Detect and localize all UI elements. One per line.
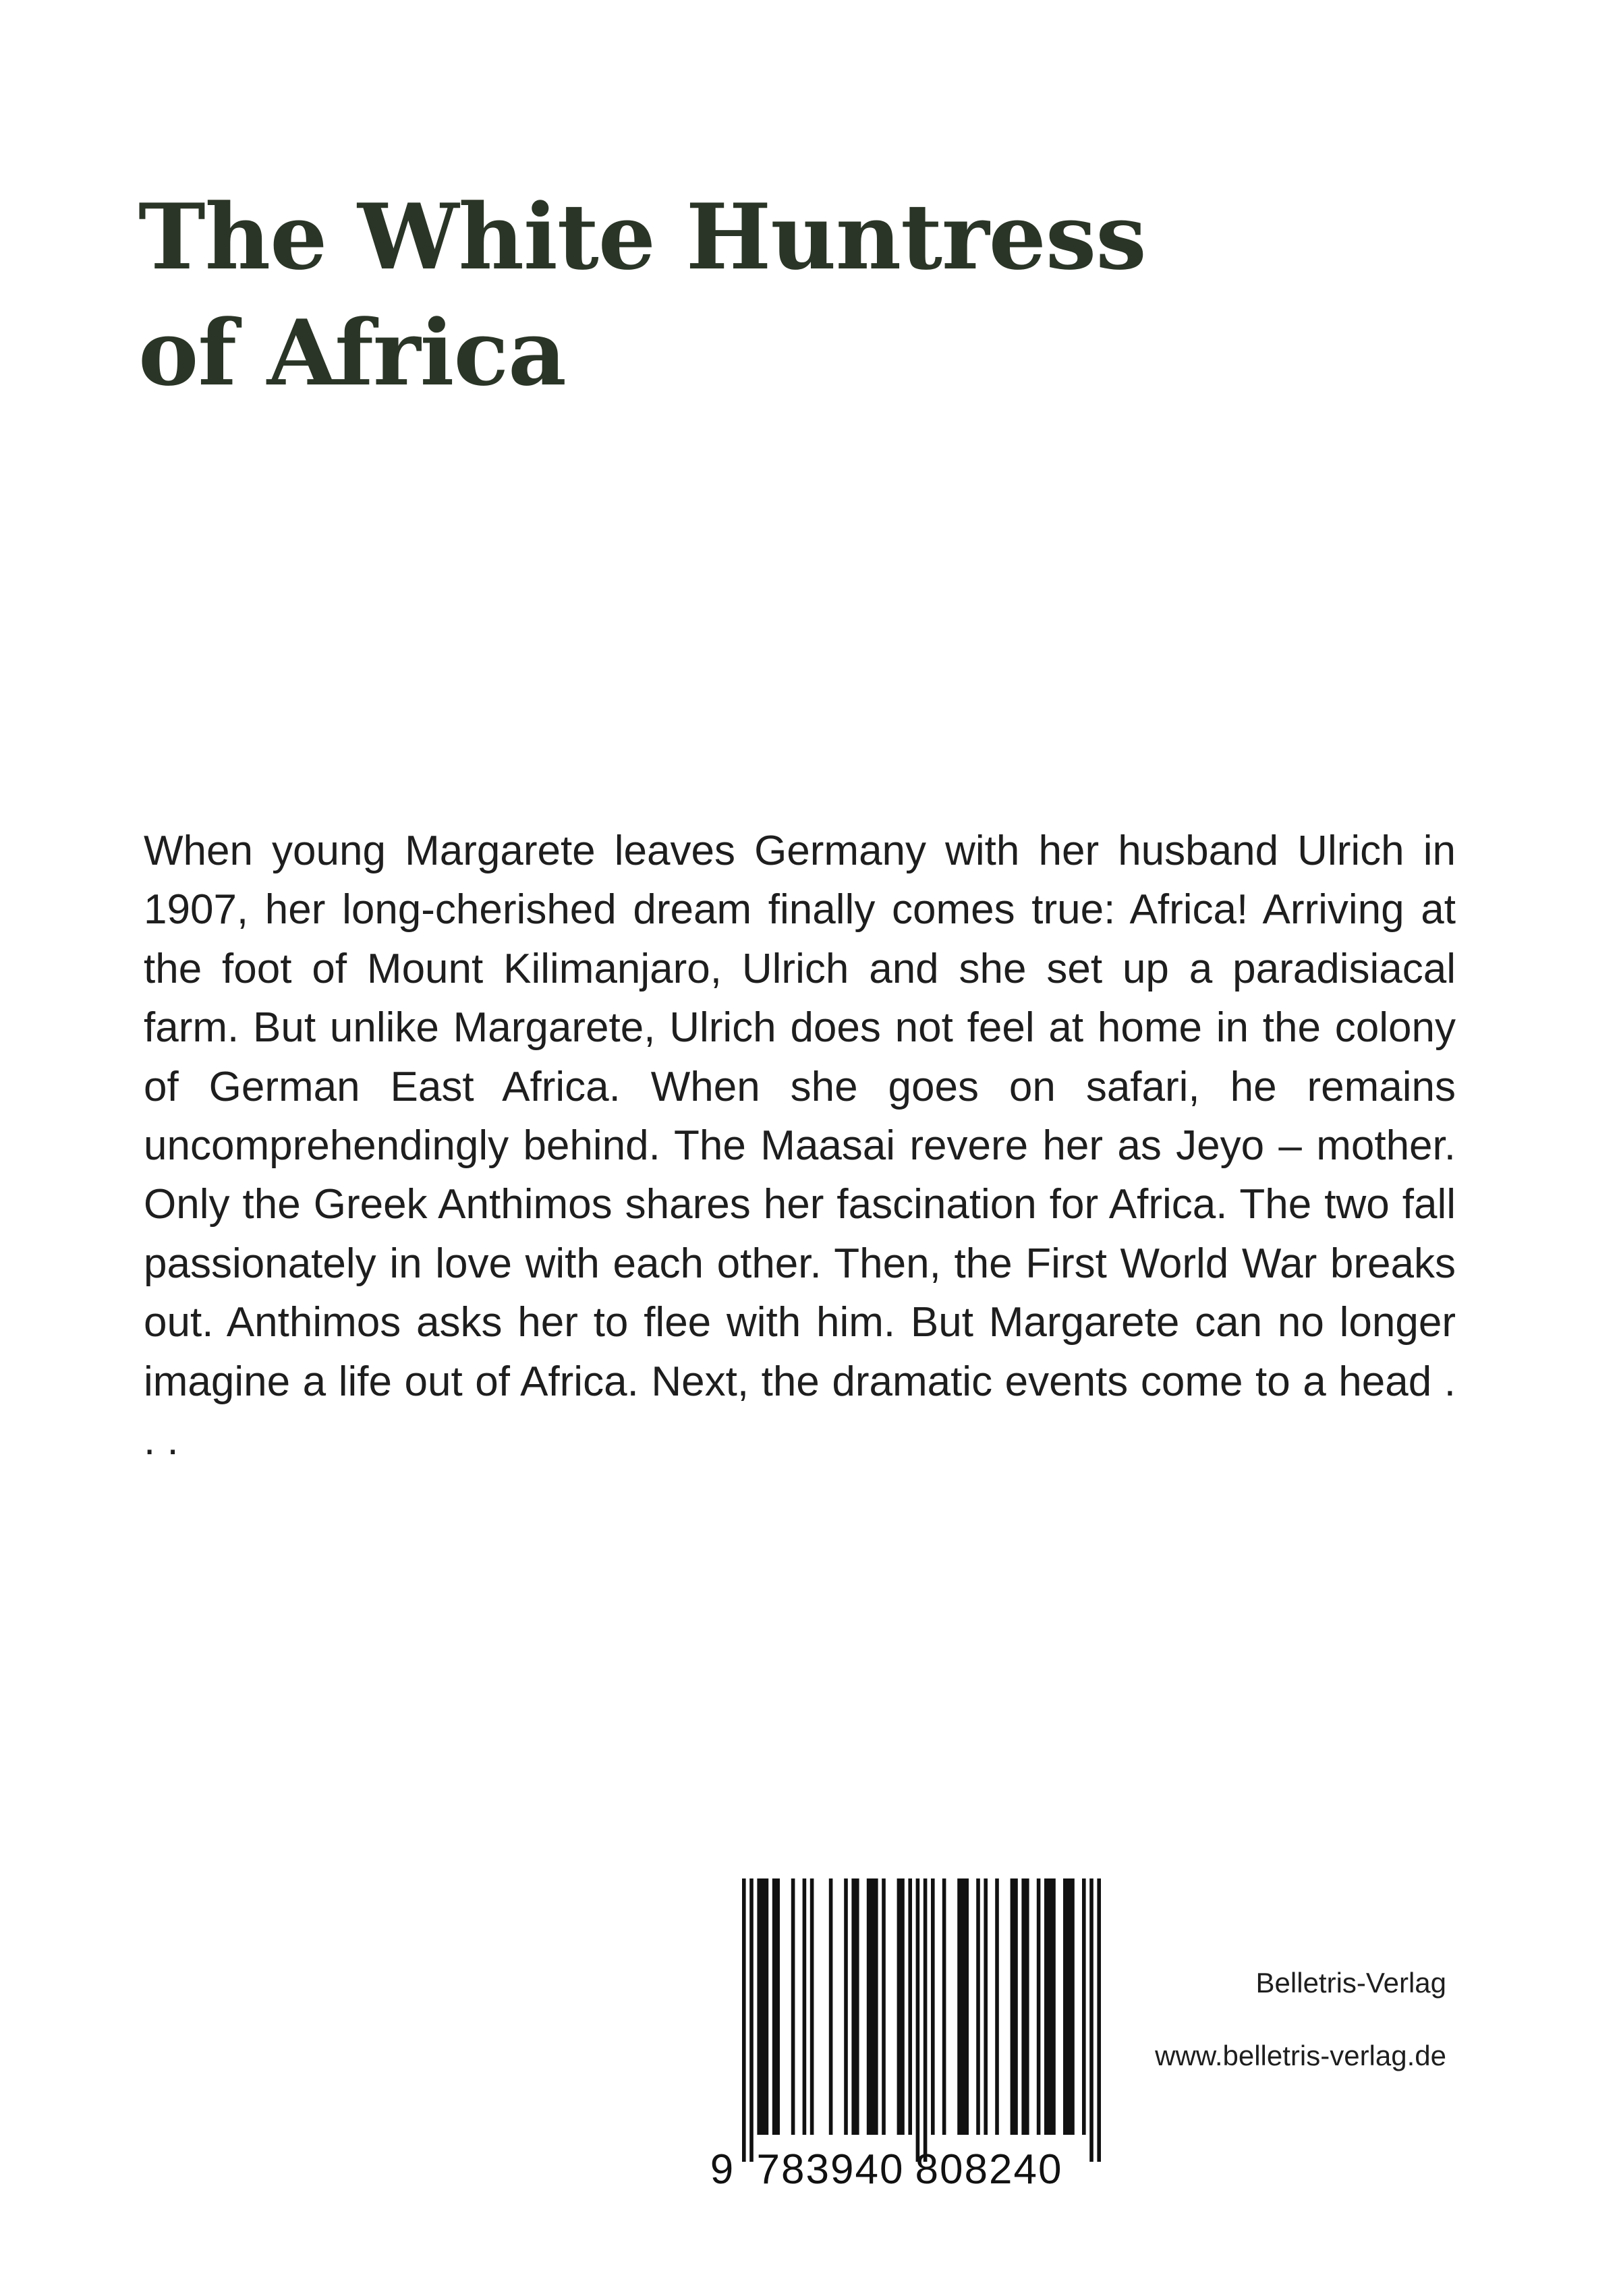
barcode-guard-bar [749, 1878, 754, 2162]
barcode-first-digit: 9 [710, 2146, 734, 2193]
barcode-bar [1037, 1878, 1041, 2135]
book-title-line-1: The White Huntress [138, 183, 1146, 290]
barcode-bar [942, 1878, 946, 2135]
barcode-bar [976, 1878, 980, 2135]
barcode-bar [1063, 1878, 1075, 2135]
barcode-bar [957, 1878, 969, 2135]
barcode-left-digits: 783940 [756, 2146, 905, 2193]
barcode-right-digits: 808240 [915, 2146, 1063, 2193]
book-title-line-2: of Africa [138, 299, 566, 406]
barcode-guard-bar [1089, 1878, 1093, 2162]
barcode-bar [1021, 1878, 1029, 2135]
barcode-bar [772, 1878, 780, 2135]
barcode-bar [851, 1878, 859, 2135]
barcode-guard-bar [924, 1878, 928, 2162]
barcode-bar [757, 1878, 768, 2135]
publisher-name: Belletris-Verlag [1255, 1967, 1446, 1999]
barcode-bar [844, 1878, 848, 2135]
barcode-guard-bar [742, 1878, 746, 2162]
barcode-bar [995, 1878, 999, 2135]
barcode-bar [1082, 1878, 1086, 2135]
book-title [138, 179, 1285, 411]
barcode-bar [882, 1878, 886, 2135]
barcode-bar [867, 1878, 878, 2135]
barcode-bar [1011, 1878, 1018, 2135]
barcode-guard-bar [1097, 1878, 1101, 2162]
barcode-bar [1044, 1878, 1056, 2135]
barcode-bar [897, 1878, 905, 2135]
isbn-barcode [702, 1878, 1106, 2195]
barcode-bar [908, 1878, 912, 2135]
barcode-graphic [702, 1878, 1106, 2195]
barcode-bar [829, 1878, 833, 2135]
book-blurb: When young Margarete leaves Germany with her husband Ulrich in 1907, her long-cherished dream finally comes true: Africa! Arriving at the foot of Mount Kilimanjaro, Ulrich and she set up a paradisiacal farm. But unlike Margarete, Ulrich does not feel at home in the colony of German East Africa. When she goes on safari, he remains uncomprehendingly behind. The Maasai revere her as Jeyo – mother. Only the Greek Anthimos shares her fascination for Africa. The two fall passionately in love with each other. Then, the First World War breaks out. Anthimos asks her to flee with him. But Margarete can no longer imagine a life out of Africa. Next, the dramatic events come to a head . . . [144, 828, 1456, 1464]
barcode-bar [931, 1878, 935, 2135]
barcode-guard-bar [916, 1878, 920, 2162]
barcode-bar [984, 1878, 988, 2135]
barcode-bar [791, 1878, 795, 2135]
barcode-bar [803, 1878, 807, 2135]
barcode-bar [810, 1878, 814, 2135]
publisher-website: www.belletris-verlag.de [1155, 2040, 1446, 2071]
